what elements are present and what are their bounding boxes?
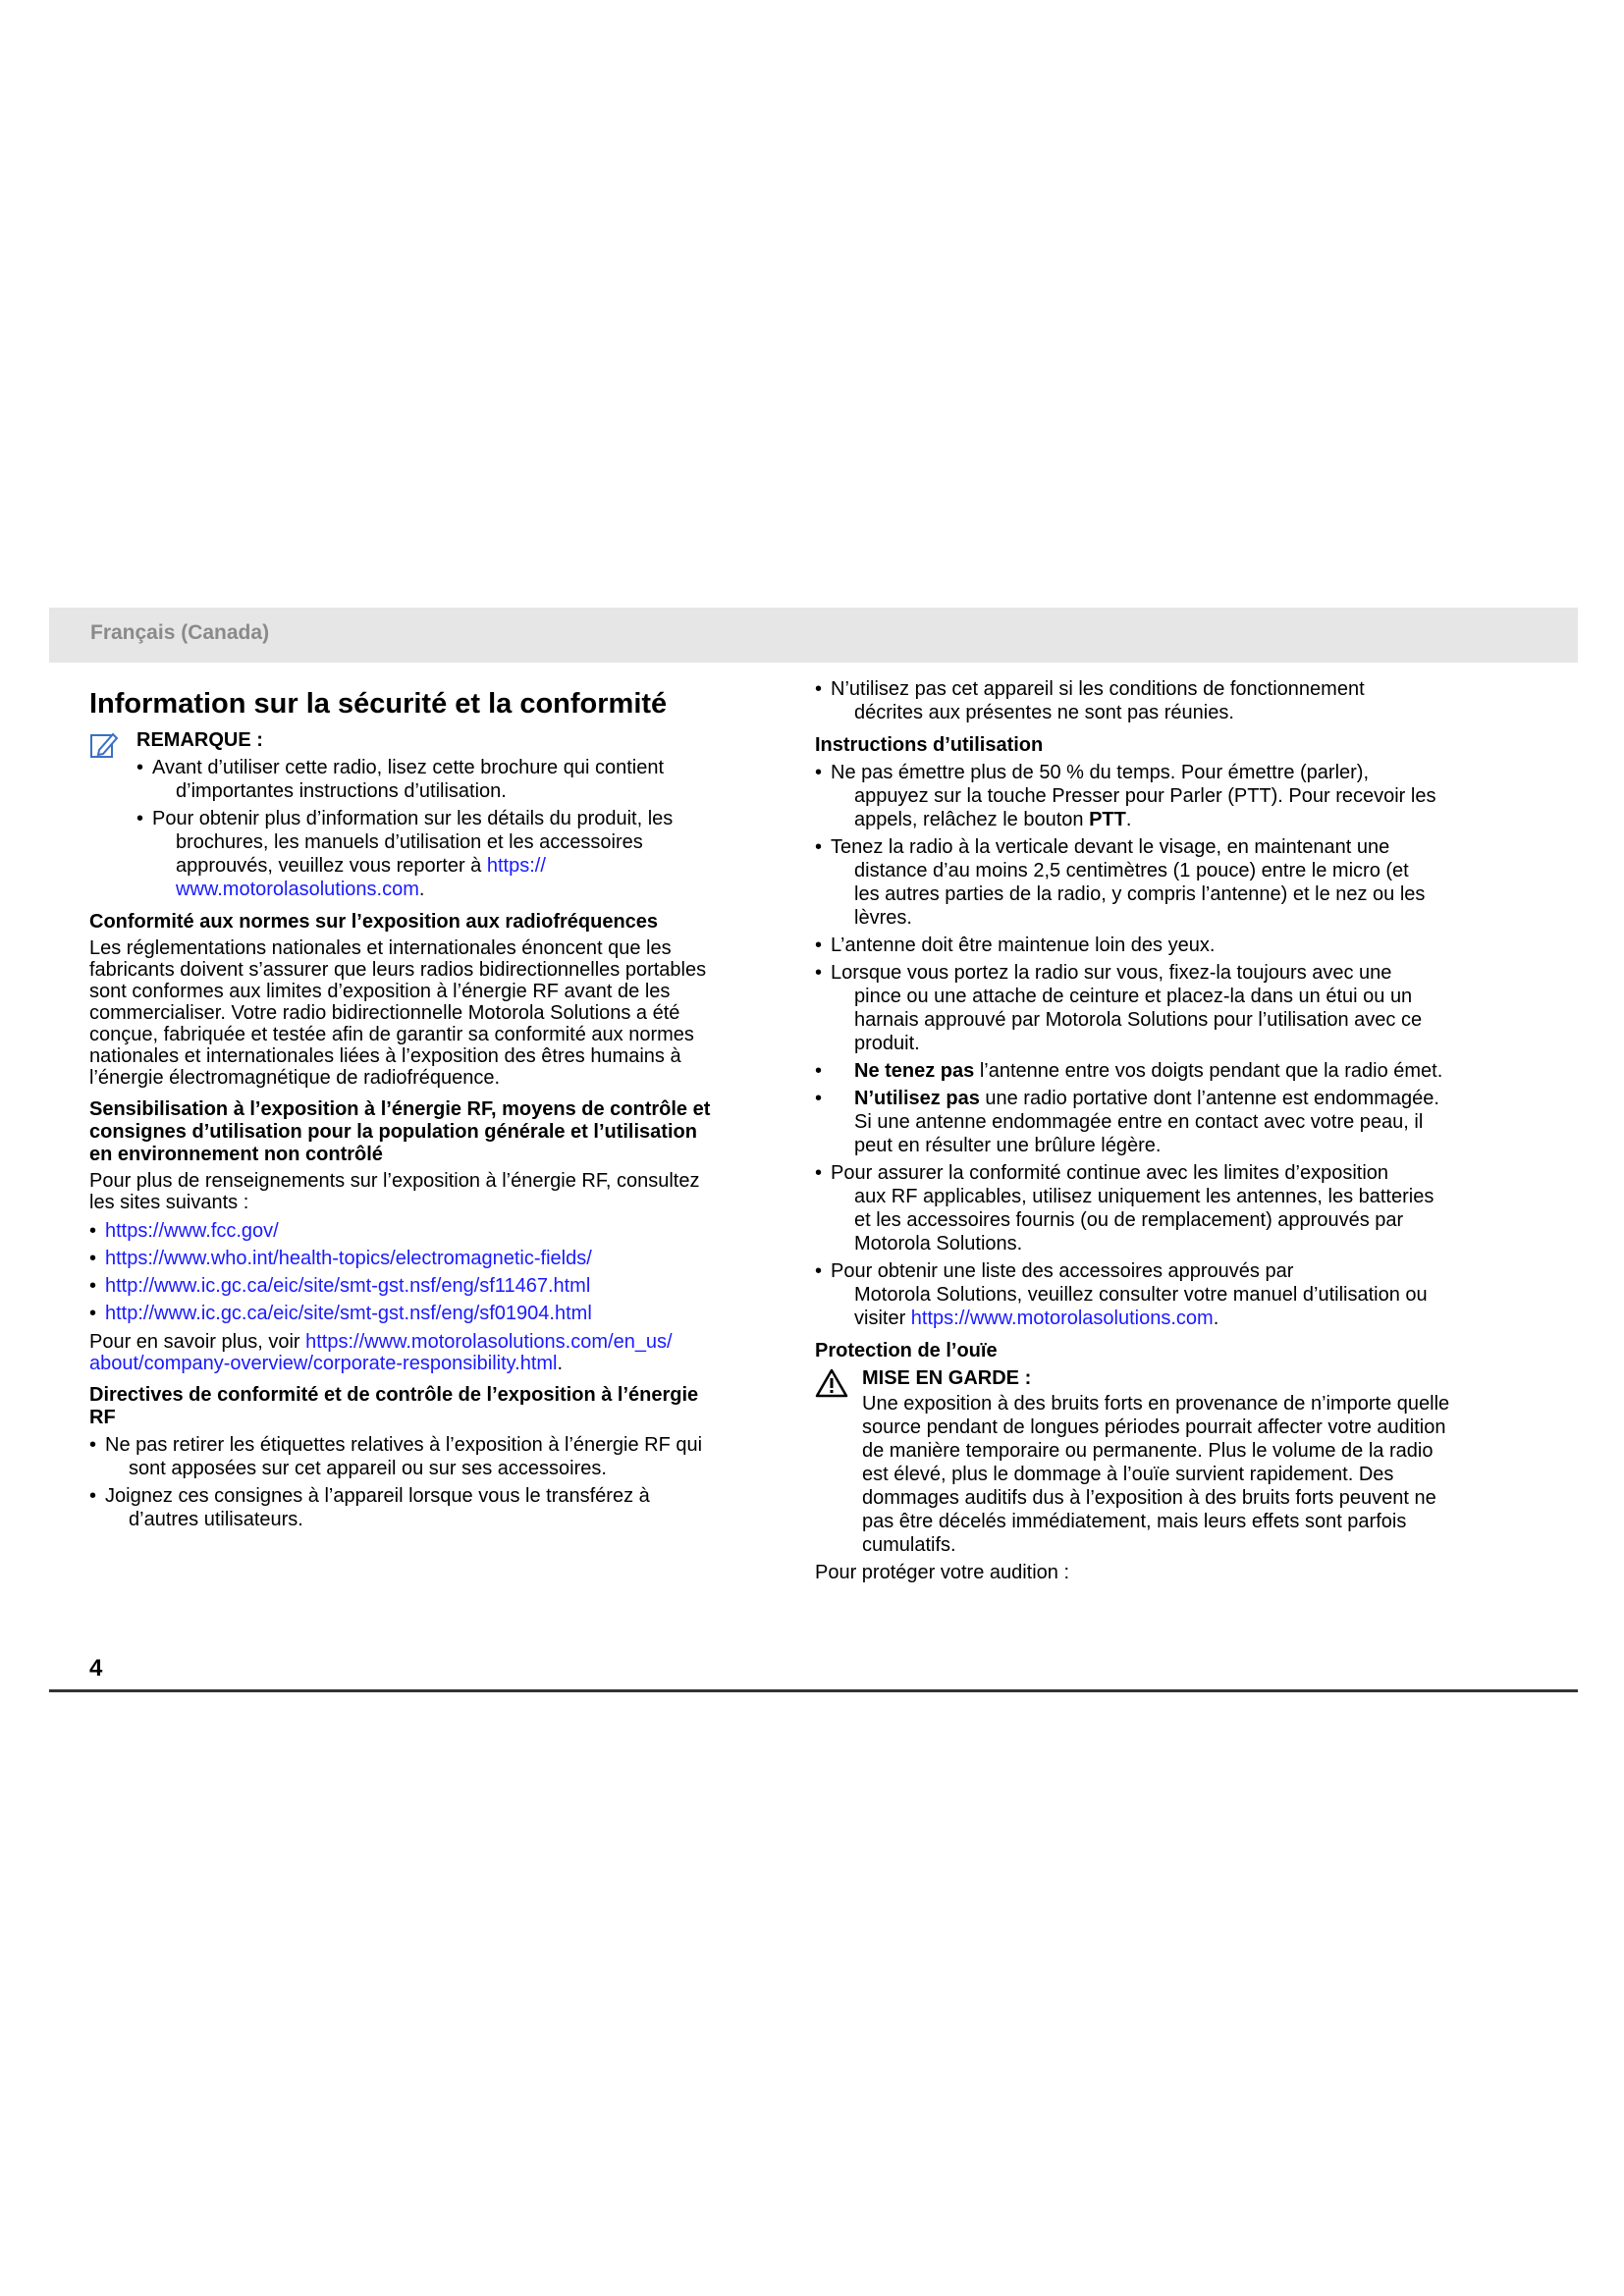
list-item: • http://www.ic.gc.ca/eic/site/smt-gst.nsf/eng/sf11467.html xyxy=(89,1275,591,1297)
warning-triangle-icon xyxy=(815,1368,848,1398)
list-item: • Ne pas émettre plus de 50 % du temps. Pour émettre (parler), appuyez sur la touche Presser pour Parler (PTT). Pour recevoir les appels, relâchez le bouton PTT. xyxy=(815,762,1436,830)
page-title: Information sur la sécurité et la conformité xyxy=(89,688,668,720)
language-label: Français (Canada) xyxy=(90,621,270,644)
section-heading: Conformité aux normes sur l’exposition aux radiofréquences xyxy=(89,911,659,933)
footer-divider xyxy=(49,1689,1578,1692)
section-heading: Sensibilisation à l’exposition à l’énergie RF, moyens de contrôle et consignes d’utilisation pour la population générale et l’utilisation en environnement non contrôlé xyxy=(89,1098,711,1165)
list-item: • Joignez ces consignes à l’appareil lorsque vous le transférez à d’autres utilisateurs. xyxy=(89,1485,650,1530)
link[interactable]: https://www.motorolasolutions.com xyxy=(910,1308,1214,1329)
right-column xyxy=(815,677,1522,1590)
note-list xyxy=(136,756,788,901)
more-paragraph: Pour en savoir plus, voir https://www.motorolasolutions.com/en_us/ about/company-overview/corporate-responsibility.html. xyxy=(89,1331,673,1374)
list-item: • N’utilisez pas une radio portative dont l’antenne est endommagée. Si une antenne endommagée entre en contact avec votre peau, il peut en résulter une brûlure légère. xyxy=(815,1088,1439,1156)
aware-paragraph: Pour plus de renseignements sur l’exposition à l’énergie RF, consultez les sites suivants : xyxy=(89,1170,700,1213)
caution-block xyxy=(815,1366,1522,1557)
link[interactable]: about/company-overview/corporate-responsibility.html xyxy=(89,1353,558,1374)
list-item: • L’antenne doit être maintenue loin des yeux. xyxy=(815,934,1216,956)
section-heading: Protection de l’ouïe xyxy=(815,1340,998,1362)
list-item: • http://www.ic.gc.ca/eic/site/smt-gst.nsf/eng/sf01904.html xyxy=(89,1303,592,1324)
caution-label: MISE EN GARDE : xyxy=(862,1367,1032,1389)
note-pencil-icon xyxy=(89,730,119,760)
list-item: • Pour obtenir plus d’information sur les détails du produit, les brochures, les manuels d’utilisation et les accessoires approuvés, veuillez vous reporter à https:// www.motorolasolutions.com. xyxy=(136,808,674,900)
caution-text: Une exposition à des bruits forts en provenance de n’importe quelle source pendant de longues périodes pourrait affecter votre audition de manière temporaire ou permanente. Plus le volume de la radio est élevé, plus le dommage à l’ouïe survient rapidement. Des dommages auditifs dus à l’exposition à des bruits forts peuvent ne pas être décelés immédiatement, mais leurs effets sont parfois cumulatifs. xyxy=(862,1393,1450,1556)
link[interactable]: http://www.ic.gc.ca/eic/site/smt-gst.nsf/eng/sf01904.html xyxy=(105,1303,592,1324)
list-item: • Tenez la radio à la verticale devant le visage, en maintenant une distance d’au moins 2,5 centimètres (1 pouce) entre le micro (et les autres parties de la radio, y compris l’antenne) et le nez ou les lèvres. xyxy=(815,836,1426,929)
rf-paragraph: Les réglementations nationales et internationales énoncent que les fabricants doivent s’assurer que leurs radios bidirectionnelles portables sont conformes aux limites d’exposition à l’énergie RF avant de les commercialiser. Votre radio bidirectionnelle Motorola Solutions a été conçue, fabriquée et testée afin de garantir sa conformité aux normes nationales et internationales liées à l’exposition des êtres humains à l’énergie électromagnétique de radiofréquence. xyxy=(89,937,707,1089)
top-list xyxy=(815,677,1522,724)
section-heading: Directives de conformité et de contrôle de l’exposition à l’énergie RF xyxy=(89,1384,699,1428)
note-label: REMARQUE : xyxy=(136,729,263,751)
link[interactable]: https://www.motorolasolutions.com/en_us/ xyxy=(305,1331,673,1353)
links-list xyxy=(89,1219,788,1325)
note-block xyxy=(89,728,788,901)
left-column xyxy=(89,677,788,1537)
list-item: • Pour assurer la conformité continue avec les limites d’exposition aux RF applicables, utilisez uniquement les antennes, les batteries et les accessoires fournis (ou de remplacement) approuvés par Motorola Solutions. xyxy=(815,1162,1435,1255)
list-item: • https://www.who.int/health-topics/electromagnetic-fields/ xyxy=(89,1248,592,1269)
link[interactable]: https://www.fcc.gov/ xyxy=(105,1220,279,1242)
link[interactable]: https://www.who.int/health-topics/electromagnetic-fields/ xyxy=(105,1248,592,1269)
page-number: 4 xyxy=(89,1655,103,1682)
instructions-list xyxy=(815,761,1522,1330)
directives-list xyxy=(89,1433,788,1531)
list-item: • Ne tenez pas l’antenne entre vos doigts pendant que la radio émet. xyxy=(815,1060,1443,1082)
link[interactable]: http://www.ic.gc.ca/eic/site/smt-gst.nsf/eng/sf11467.html xyxy=(105,1275,591,1297)
list-item: • Pour obtenir une liste des accessoires approuvés par Motorola Solutions, veuillez consulter votre manuel d’utilisation ou visiter https://www.motorolasolutions.com. xyxy=(815,1260,1428,1329)
list-item: • Avant d’utiliser cette radio, lisez cette brochure qui contient d’importantes instructions d’utilisation. xyxy=(136,757,665,802)
list-item: • Ne pas retirer les étiquettes relatives à l’exposition à l’énergie RF qui sont apposées sur cet appareil ou sur ses accessoires. xyxy=(89,1434,703,1479)
link[interactable]: www.motorolasolutions.com xyxy=(176,879,419,900)
list-item: • Lorsque vous portez la radio sur vous, fixez-la toujours avec une pince ou une attache de ceinture et placez-la dans un étui ou un harnais approuvé par Motorola Solutions pour l’utilisation avec ce produit. xyxy=(815,962,1423,1054)
header-band xyxy=(49,608,1578,663)
protect-text: Pour protéger votre audition : xyxy=(815,1562,1070,1583)
section-heading: Instructions d’utilisation xyxy=(815,734,1044,756)
list-item: • N’utilisez pas cet appareil si les conditions de fonctionnement décrites aux présentes ne sont pas réunies. xyxy=(815,678,1365,723)
list-item: • https://www.fcc.gov/ xyxy=(89,1220,279,1242)
link[interactable]: https:// xyxy=(486,855,546,877)
